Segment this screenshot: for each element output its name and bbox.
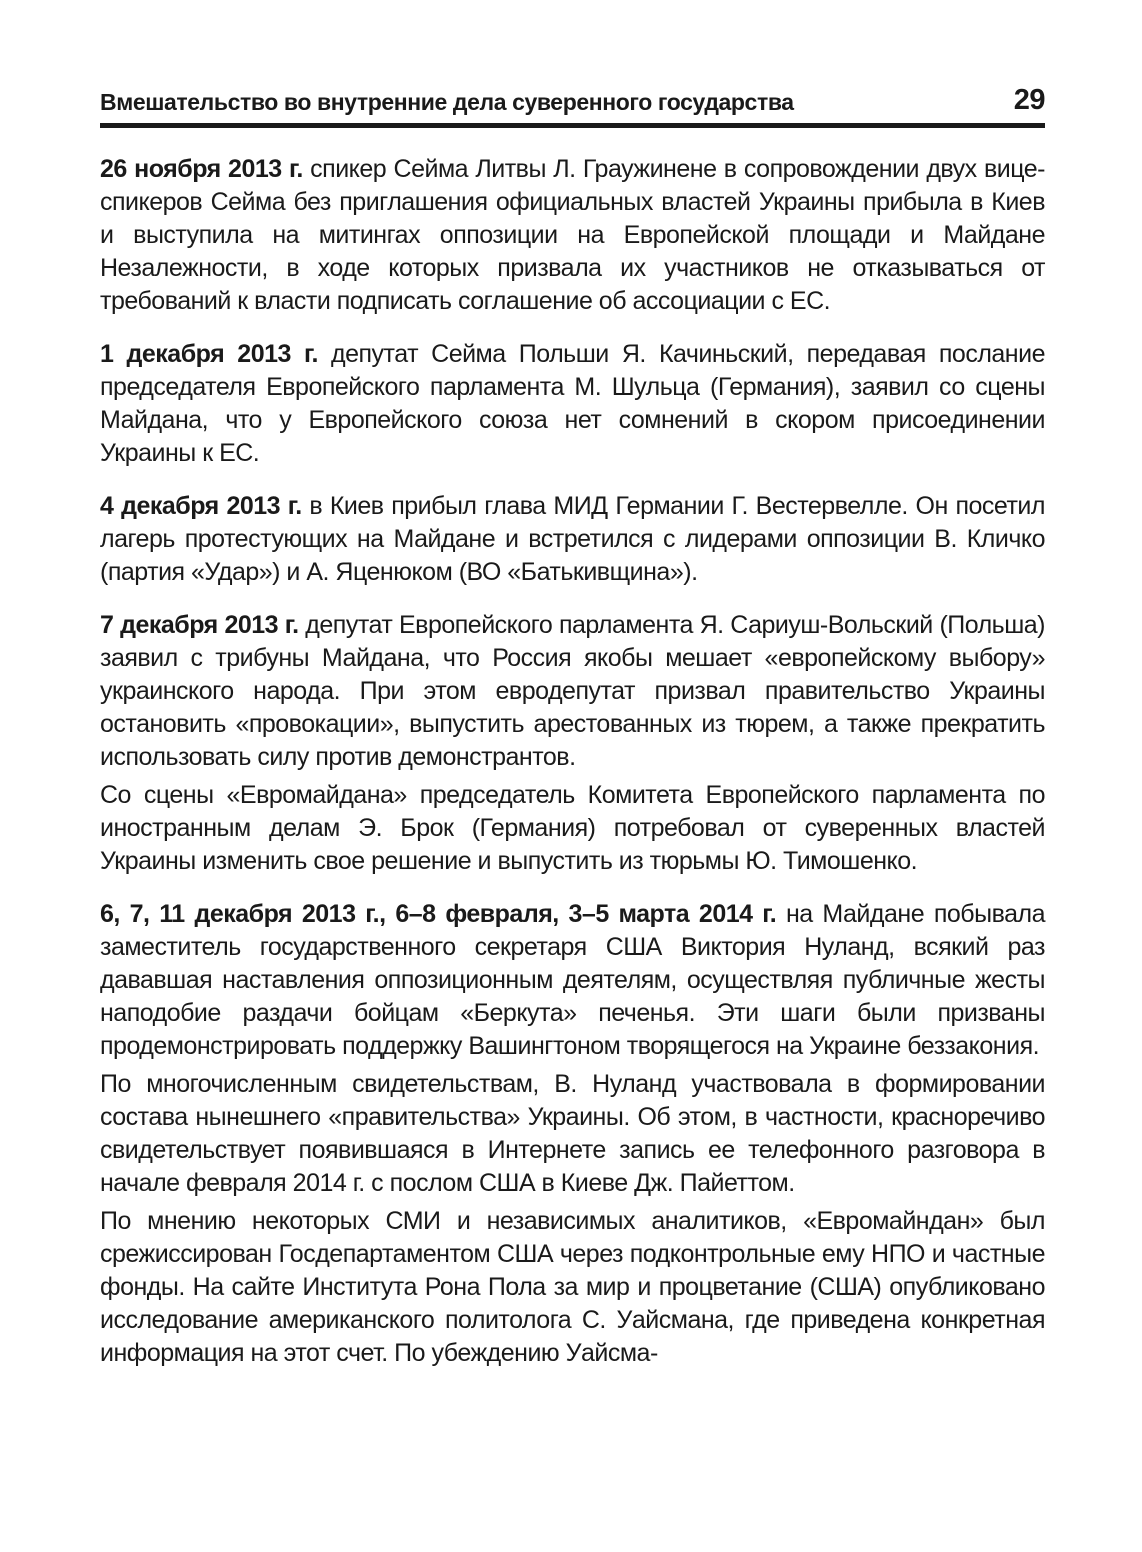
paragraph-text: спикер Сейма Литвы Л. Граужинене в сопровождении двух вице-спикеров Сейма без приглашения официальных властей Украины прибыла в Киев и выступила на митингах оппозиции на Европейской площади и Майдане Незалежности, в ходе которых призвала их участников не отказываться от требований к власти подписать соглашение об ассоциации с ЕС. bbox=[100, 155, 1045, 315]
paragraph-text: в Киев прибыл глава МИД Германии Г. Вестервелле. Он посетил лагерь протестующих на Майдане и встретился с лидерами оппозиции В. Кличко (партия «Удар») и А. Яценюком (ВО «Батькивщина»). bbox=[100, 492, 1045, 586]
page-number: 29 bbox=[1013, 84, 1045, 116]
paragraph-text: депутат Сейма Польши Я. Качиньский, передавая послание председателя Европейского парламента М. Шульца (Германия), заявил со сцены Майдана, что у Европейского союза нет сомнений в скором присоединении Украины к ЕС. bbox=[100, 340, 1045, 467]
paragraph bbox=[100, 1068, 1045, 1200]
paragraph-date-lead: 1 декабря 2013 г. bbox=[100, 340, 332, 368]
paragraph-date-lead: 6, 7, 11 декабря 2013 г., 6–8 февраля, 3–5 марта 2014 г. bbox=[100, 900, 786, 928]
paragraph-text: По многочисленным свидетельствам, В. Нуланд участвовала в формировании состава нынешнего «правительства» Украины. Об этом, в частности, красноречиво свидетельствует появившаяся в Интернете запись ее телефонного разговора в начале февраля 2014 г. с послом США в Киеве Дж. Пайеттом. bbox=[100, 1070, 1045, 1197]
page-body bbox=[100, 153, 1045, 1370]
paragraph bbox=[100, 338, 1045, 470]
paragraph-text: Со сцены «Евромайдана» председатель Комитета Европейского парламента по иностранным делам Э. Брок (Германия) потребовал от суверенных властей Украины изменить свое решение и выпустить из тюрьмы Ю. Тимошенко. bbox=[100, 781, 1045, 875]
paragraph-text: По мнению некоторых СМИ и независимых аналитиков, «Евромайндан» был срежиссирован Госдепартаментом США через подконтрольные ему НПО и частные фонды. На сайте Института Рона Пола за мир и процветание (США) опубликовано исследование американского политолога С. Уайсмана, где приведена конкретная информация на этот счет. По убеждению Уайсма- bbox=[100, 1207, 1045, 1367]
paragraph-date-lead: 7 декабря 2013 г. bbox=[100, 611, 306, 639]
paragraph bbox=[100, 898, 1045, 1063]
paragraph-text: депутат Европейского парламента Я. Сариуш-Вольский (Польша) заявил с трибуны Майдана, что Россия якобы мешает «европейскому выбору» украинского народа. При этом евродепутат призвал правительство Украины остановить «провокации», выпустить арестованных из тюрем, а также прекратить использовать силу против демонстрантов. bbox=[100, 611, 1045, 771]
running-header-title: Вмешательство во внутренние дела суверенного государства bbox=[100, 88, 794, 115]
running-header bbox=[100, 86, 1045, 128]
paragraph bbox=[100, 490, 1045, 589]
paragraph bbox=[100, 609, 1045, 774]
paragraph bbox=[100, 779, 1045, 878]
paragraph-date-lead: 26 ноября 2013 г. bbox=[100, 155, 311, 183]
paragraph-date-lead: 4 декабря 2013 г. bbox=[100, 492, 310, 520]
paragraph-text: на Майдане побывала заместитель государственного секретаря США Виктория Нуланд, всякий раз дававшая наставления оппозиционным деятелям, осуществляя публичные жесты наподобие раздачи бойцам «Беркута» печенья. Эти шаги были призваны продемонстрировать поддержку Вашингтоном творящегося на Украине беззакония. bbox=[100, 900, 1045, 1060]
paragraph bbox=[100, 153, 1045, 318]
paragraph bbox=[100, 1205, 1045, 1370]
